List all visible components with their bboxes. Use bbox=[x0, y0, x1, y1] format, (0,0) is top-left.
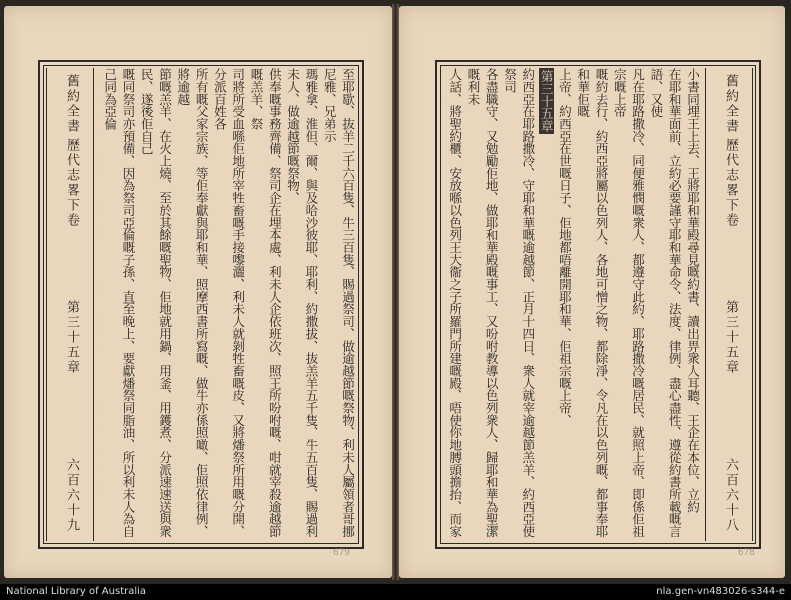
text-column: 嘅同祭司亦預備、因為祭司亞倫嘅子孫、直至晚上、要獻燔祭同脂油、所以利未人為自己同為亞倫 bbox=[102, 68, 136, 538]
text-column: 凡在耶路撒冷、同便雅憫嘅衆人、都遵守此約、耶路撒冷嘅居民、就照上帝、即係佢祖宗嘅上帝 bbox=[611, 68, 646, 538]
right-page bbox=[399, 6, 785, 578]
text-column: 約西亞在耶路撒冷、守耶和華嘅逾越節、正月十四日、衆人就宰逾越節羔羊、約西亞使祭司 bbox=[502, 68, 536, 538]
scan-identifier: nla.gen-vn483026-s344-e bbox=[656, 586, 785, 597]
page-number: 六百六十八 bbox=[723, 458, 738, 533]
right-page-text bbox=[443, 68, 701, 541]
book-gutter bbox=[392, 4, 399, 580]
text-column: 節嘅羔羊、在火上燒、至於其餘嘅聖物、佢地就用鍋、用釜、用鑊煮、分派速速送與衆民、遂後佢自己 bbox=[138, 68, 173, 538]
text-column bbox=[98, 68, 100, 541]
right-page-frame bbox=[435, 60, 761, 549]
text-column: 所有嘅父家宗族、等佢奉獻與耶和華、照摩西書所寫嘅、做牛亦係照噉、佢照依律例、將逾越 bbox=[175, 68, 209, 538]
chapter-label: 第三十五章 bbox=[723, 300, 738, 375]
left-page-running-head bbox=[46, 68, 94, 541]
book-title: 舊約全書 bbox=[64, 74, 79, 134]
text-column: 在耶和華面前、立約必要謹守耶和華命令、法度、律例、盡心盡性、遵從約書所載嘅言語、又使 bbox=[648, 68, 682, 538]
pencil-folio-mark: 678 bbox=[737, 548, 755, 558]
chapter-heading-label: 第三十五章 bbox=[538, 70, 554, 132]
text-column: 小書同埋王上去、王將耶和華殿尋見嘅約書、讀出畀衆人耳聽、王企在本位、立約 bbox=[685, 68, 700, 513]
left-page-text bbox=[98, 68, 356, 541]
text-column: 嘅約去行、約西亞將屬以色列人、各地可憎之物、都除淨、令凡在以色列嘅、都事奉耶和華佢嘅 bbox=[575, 68, 609, 538]
text-column: 瑪雅拿、淮但、爾、與及哈沙彼耶、耶利、約撒拔、抜羔羊五千隻、牛五百隻、賜過利未人、做逾越節嘅祭物、 bbox=[285, 68, 319, 538]
text-column: 各盡職守、又勉勵佢地、做耶和華殿嘅事工、又吩咐教導以色列衆人、歸耶和華為聖潔嘅利未 bbox=[465, 68, 499, 538]
chapter-heading bbox=[536, 68, 554, 541]
scan-footer bbox=[0, 584, 791, 600]
chapter-label: 第三十五章 bbox=[64, 300, 79, 375]
right-page-running-head bbox=[705, 68, 753, 541]
left-page-frame bbox=[38, 60, 364, 549]
text-column: 供奉嘅事務齊備、祭司企在埋本處、利未人企依班次、照王所吩咐嘅、咁就宰殺逾越節嘅羔羊、祭 bbox=[248, 68, 282, 538]
left-page bbox=[4, 6, 392, 578]
pencil-folio-mark: 679 bbox=[332, 548, 350, 558]
section-title: 歷代志畧下卷 bbox=[723, 138, 738, 228]
section-title: 歷代志畧下卷 bbox=[64, 138, 79, 228]
text-column: 司將所受血喺佢地所宰牲畜嘅手接嚟灑、利未人就剝牲畜嘅皮、又將燔祭所用嘅分開、分派百姓各 bbox=[211, 68, 246, 538]
library-credit: National Library of Australia bbox=[6, 586, 147, 597]
page-number: 六百六十九 bbox=[64, 458, 79, 533]
text-column: 至耶歇、抜羊二千六百隻、牛三百隻、賜過祭司、做逾越節嘅祭物、利未人屬領者哥挪尼雅、兄弟示 bbox=[321, 68, 355, 538]
text-column: 人話、將聖約櫃、安放喺以色列王大衞之子所羅門所建嘅殿、唔使你地膊頭擔抬、而家 bbox=[447, 68, 463, 538]
text-column: 上帝、約西亞在世嘅日子、佢地都唔離開耶和華、佢祖宗嘅上帝、 bbox=[556, 68, 572, 427]
book-title: 舊約全書 bbox=[723, 74, 738, 134]
